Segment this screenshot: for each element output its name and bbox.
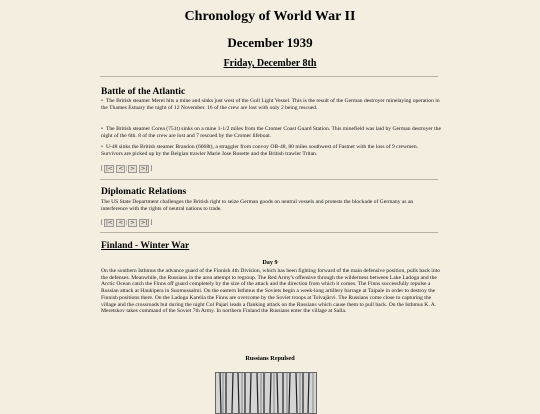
nav-bracket: ] <box>150 166 153 172</box>
section-heading-finland[interactable]: Finland - Winter War <box>101 241 190 251</box>
forest-photo <box>215 372 317 414</box>
atlantic-item-2-text: The British steamer Corea (751t) sinks on a mine 1-1/2 miles from the Cromer Coast Guard Station. This minefield was laid by German destroyer the night of the 6th. 8 of the crew are lost and 7 rescued by the Cromer lifeboat. <box>101 126 441 139</box>
nav-prev-button[interactable]: < <box>118 166 124 172</box>
section-heading-atlantic: Battle of the Atlantic <box>101 87 186 97</box>
site-title: Chronology of World War II <box>184 9 356 24</box>
section-heading-diplomatic: Diplomatic Relations <box>101 187 187 197</box>
nav-first-button[interactable]: |< <box>106 220 113 226</box>
month-title: December 1939 <box>227 35 313 50</box>
nav-separator: | <box>126 166 128 172</box>
bullet-icon: • <box>101 126 103 132</box>
nav-bar-diplomatic <box>101 219 152 227</box>
atlantic-item-1-text: The British steamer Merel hits a mine and sinks just west of the Gull Light Vessel. This is the result of the German destroyer minelaying operation in the Thames Estuary the night of 12 November. 16 of the crew are lost with only 2 being rescued. <box>101 98 440 111</box>
photo-caption: Russians Repulsed <box>245 355 295 362</box>
atlantic-item-1 <box>101 98 441 111</box>
day-link[interactable]: Friday, December 8th <box>223 58 317 69</box>
finland-text: On the southern Isthmus the advance guard of the Finnish 4th Division, which has been fighting forward of the main defensive position, pulls back into the defenses. Meanwhile, the Russians in the area attempt to regroup. The Red Army's offensive through the wilderness between Lake Ladoga and the Arctic Ocean catch the Finns off guard completely by the size of the attack and the direction from which it comes. The Finns successfully repulse a Russian attack at Haukipera in Suomussalmi. On the eastern Isthmus the Soviets begin a week-long artillery barrage at Taipale in order to destroy the Finnish positions there. On the Ladoga Karelia the Finns are overcome by the Soviet troops at Tolvajärvi. The Russians come close to capturing the village and the crossroads but during the night Col Pajari leads a flanking attack on the Russians which cause them to pull back. On the Isthmus K. A. Meretskov takes command of the Soviet 7th Army. In northern Finland the Russians enter the village at Salla. <box>101 268 440 315</box>
nav-next-button[interactable]: > <box>130 220 135 226</box>
nav-separator: | <box>126 220 128 226</box>
forest-photo-image <box>216 373 316 413</box>
nav-bar-atlantic <box>101 165 152 173</box>
nav-bracket: [ <box>101 220 103 226</box>
bullet-icon: • <box>101 98 103 104</box>
bullet-icon: • <box>101 144 103 150</box>
nav-last-button[interactable]: >| <box>140 166 148 172</box>
nav-bracket: [ <box>101 166 103 172</box>
nav-bracket: ] <box>150 220 153 226</box>
divider <box>100 232 438 233</box>
nav-prev-button[interactable]: < <box>118 220 124 226</box>
atlantic-item-2 <box>101 126 441 139</box>
nav-last-button[interactable]: >| <box>140 220 148 226</box>
divider <box>100 179 438 180</box>
nav-next-button[interactable]: > <box>130 166 135 172</box>
diplomatic-text: The US State Department challenges the British right to seize German goods on neutral vessels and protests the blockade of Germany as an interference with the rights of neutral nations to trade. <box>101 199 414 212</box>
divider <box>100 76 438 77</box>
atlantic-item-3-text: U-48 sinks the British steamer Brandon (6668t), a straggler from convoy OB-48, 80 miles southwest of Fastnet with the loss of 9 crewmen. Survivors are picked up by the Belgian trawler Marie Jose Rosette and the British trawler Tritan. <box>101 144 419 157</box>
day-counter: Day 9 <box>262 259 278 266</box>
atlantic-item-3 <box>101 144 441 157</box>
nav-first-button[interactable]: |< <box>106 166 113 172</box>
